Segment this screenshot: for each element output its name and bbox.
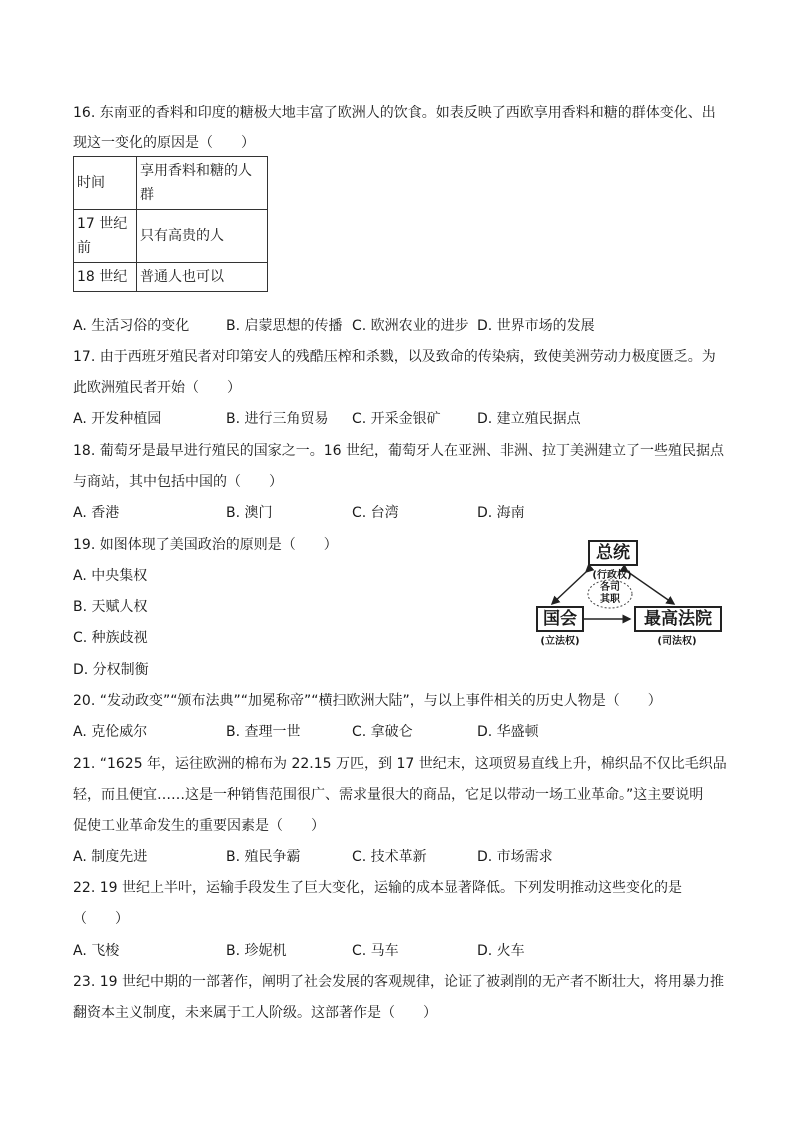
q16-option-a[interactable]: A. 生活习俗的变化 xyxy=(73,318,190,334)
q18-option-d[interactable]: D. 海南 xyxy=(477,505,525,521)
table-header-group: 享用香料和糖的人群 xyxy=(137,157,268,210)
congress-sub: (立法权) xyxy=(540,636,580,647)
supreme-court-sub: (司法权) xyxy=(657,636,697,647)
center-label-2: 其职 xyxy=(600,594,620,605)
table-cell-18c: 18 世纪 xyxy=(74,263,137,292)
table-cell-17c xyxy=(74,210,137,263)
president-box: 总统 xyxy=(588,540,638,566)
q18-option-a[interactable]: A. 香港 xyxy=(73,505,120,521)
table-cell-17c-a: 17 世纪 xyxy=(77,216,128,232)
q22-stem-line2: （ ） xyxy=(73,911,129,927)
q16-stem-line1: 16. 东南亚的香料和印度的糖极大地丰富了欧洲人的饮食。如表反映了西欧享用香料和糖的群体变化、出 xyxy=(73,105,716,121)
q18-stem-line1: 18. 葡萄牙是最早进行殖民的国家之一。16 世纪，葡萄牙人在亚洲、非洲、拉丁美洲建立了一些殖民据点 xyxy=(73,443,724,459)
q21-stem-line3: 促使工业革命发生的重要因素是（ ） xyxy=(73,818,325,834)
q22-option-d[interactable]: D. 火车 xyxy=(477,943,525,959)
center-label-1: 各司 xyxy=(600,582,620,593)
q22-option-b[interactable]: B. 珍妮机 xyxy=(226,943,287,959)
q18-option-c[interactable]: C. 台湾 xyxy=(352,505,399,521)
q17-option-b[interactable]: B. 进行三角贸易 xyxy=(226,411,329,427)
q21-stem-line2: 轻，而且便宜……这是一种销售范围很广、需求量很大的商品，它足以带动一场工业革命。”这主要说明 xyxy=(73,787,704,803)
q21-option-b[interactable]: B. 殖民争霸 xyxy=(226,849,301,865)
table-cell-common: 普通人也可以 xyxy=(137,263,268,292)
q23-stem-line2: 翻资本主义制度，未来属于工人阶级。这部著作是（ ） xyxy=(73,1005,437,1021)
supreme-court-box: 最高法院 xyxy=(634,606,722,632)
separation-of-powers-diagram xyxy=(532,536,728,654)
q20-option-d[interactable]: D. 华盛顿 xyxy=(477,724,539,740)
q20-stem: 20. “发动政变”“颁布法典”“加冕称帝”“横扫欧洲大陆”，与以上事件相关的历史人物是（ ） xyxy=(73,693,662,709)
q17-option-a[interactable]: A. 开发种植园 xyxy=(73,411,162,427)
president-sub: (行政权) xyxy=(592,570,632,581)
congress-box: 国会 xyxy=(536,606,584,632)
q18-stem-line2: 与商站，其中包括中国的（ ） xyxy=(73,474,283,490)
q16-stem-line2: 现这一变化的原因是（ ） xyxy=(73,135,255,151)
q17-stem-line2: 此欧洲殖民者开始（ ） xyxy=(73,380,241,396)
q19-option-c[interactable]: C. 种族歧视 xyxy=(73,630,148,646)
q19-option-d[interactable]: D. 分权制衡 xyxy=(73,662,149,678)
q21-option-c[interactable]: C. 技术革新 xyxy=(352,849,427,865)
q20-option-b[interactable]: B. 查理一世 xyxy=(226,724,301,740)
table-header-time: 时间 xyxy=(74,157,137,210)
q22-option-c[interactable]: C. 马车 xyxy=(352,943,399,959)
q22-option-a[interactable]: A. 飞梭 xyxy=(73,943,120,959)
q17-stem-line1: 17. 由于西班牙殖民者对印第安人的残酷压榨和杀戮，以及致命的传染病，致使美洲劳动力极度匮乏。为 xyxy=(73,349,716,365)
q17-option-d[interactable]: D. 建立殖民据点 xyxy=(477,411,581,427)
q19-stem: 19. 如图体现了美国政治的原则是（ ） xyxy=(73,537,338,553)
q19-option-b[interactable]: B. 天赋人权 xyxy=(73,599,148,615)
q21-option-a[interactable]: A. 制度先进 xyxy=(73,849,148,865)
q21-stem-line1: 21. “1625 年，运往欧洲的棉布为 22.15 万匹，到 17 世纪末，这项贸易直线上升，棉织品不仅比毛织品 xyxy=(73,756,727,772)
table-cell-noble: 只有高贵的人 xyxy=(137,210,268,263)
q22-stem-line1: 22. 19 世纪上半叶，运输手段发生了巨大变化，运输的成本显著降低。下列发明推动这些变化的是 xyxy=(73,880,682,896)
q16-option-b[interactable]: B. 启蒙思想的传播 xyxy=(226,318,343,334)
q17-option-c[interactable]: C. 开采金银矿 xyxy=(352,411,441,427)
q20-option-c[interactable]: C. 拿破仑 xyxy=(352,724,413,740)
q16-option-c[interactable]: C. 欧洲农业的进步 xyxy=(352,318,469,334)
table-cell-17c-b: 前 xyxy=(77,240,91,256)
q18-option-b[interactable]: B. 澳门 xyxy=(226,505,273,521)
q20-option-a[interactable]: A. 克伦威尔 xyxy=(73,724,148,740)
q19-option-a[interactable]: A. 中央集权 xyxy=(73,568,148,584)
q23-stem-line1: 23. 19 世纪中期的一部著作，阐明了社会发展的客观规律，论证了被剥削的无产者不断壮大，将用暴力推 xyxy=(73,974,724,990)
q21-option-d[interactable]: D. 市场需求 xyxy=(477,849,553,865)
q16-table xyxy=(73,156,268,292)
q16-option-d[interactable]: D. 世界市场的发展 xyxy=(477,318,595,334)
